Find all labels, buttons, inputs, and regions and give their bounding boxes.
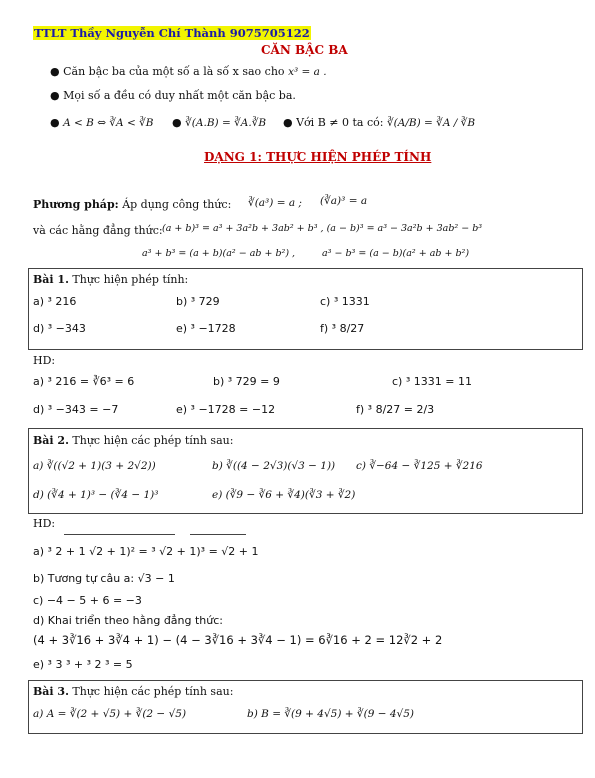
ex1-f: f) ³ 8/27 (320, 322, 365, 335)
radical-bar-2 (190, 534, 246, 535)
ex2-sol-a: a) ³ 2 + 1 √2 + 1)² = ³ √2 + 1)³ = √2 + 1 (33, 545, 259, 558)
author-header: TTLT Thầy Nguyễn Chí Thành 9075705122 (34, 26, 310, 40)
identity-2: a³ + b³ = (a + b)(a² − ab + b²) , (142, 248, 296, 259)
bullet-4: ● ∛(A.B) = ∛A.∛B (172, 116, 267, 129)
identity-3: a³ − b³ = (a − b)(a² + ab + b²) (322, 248, 470, 259)
ex1-sol-c: c) ³ 1331 = 11 (392, 375, 472, 388)
ex2-d: d) (∛4 + 1)³ − (∛4 − 1)³ (33, 489, 159, 501)
bullet-2: ● Mọi số a đều có duy nhất một căn bậc ba. (50, 89, 296, 102)
radical-bar-1 (64, 534, 175, 535)
ex1-sol-b: b) ³ 729 = 9 (213, 375, 280, 388)
ex2-hd-label: HD: (33, 517, 56, 530)
exercise-3-title: Bài 3. Thực hiện các phép tính sau: (33, 685, 234, 698)
formula-1: ∛(a³) = a ; (248, 197, 302, 209)
ex1-d: d) ³ −343 (33, 322, 86, 335)
ex1-c: c) ³ 1331 (320, 295, 370, 308)
bullet-1: ● Căn bậc ba của một số a là số x sao cho x³ = a . (50, 65, 327, 78)
ex2-sol-b: b) Tương tự câu a: √3 − 1 (33, 572, 175, 585)
ex2-a: a) ∛((√2 + 1)(3 + 2√2)) (33, 460, 156, 472)
method-line: Phương pháp: Áp dụng công thức: (33, 198, 232, 211)
ex2-sol-c: c) −4 − 5 + 6 = −3 (33, 594, 142, 607)
ex2-sol-d: d) Khai triển theo hằng đẳng thức: (33, 614, 224, 627)
ex1-sol-e: e) ³ −1728 = −12 (176, 403, 276, 416)
ex1-e: e) ³ −1728 (176, 322, 236, 335)
ex2-sol-e: e) ³ 3 ³ + ³ 2 ³ = 5 (33, 658, 133, 671)
bullet-3: ● A < B ⇔ ∛A < ∛B (50, 116, 154, 129)
ex1-sol-a: a) ³ 216 = ∛6³ = 6 (33, 375, 135, 388)
section-title: DẠNG 1: THỰC HIỆN PHÉP TÍNH (204, 150, 432, 164)
ex1-sol-f: f) ³ 8/27 = 2/3 (356, 403, 435, 416)
ex2-e: e) (∛9 − ∛6 + ∛4)(∛3 + ∛2) (212, 489, 356, 501)
ex2-sol-d-expansion: (4 + 3∛16 + 3∛4 + 1) − (4 − 3∛16 + 3∛4 − 1) = 6∛16 + 2 = 12∛2 + 2 (33, 633, 443, 647)
page-title: CĂN BẬC BA (261, 43, 348, 57)
ex1-b: b) ³ 729 (176, 295, 220, 308)
identities-label: và các hằng đẳng thức: (33, 224, 163, 237)
formula-2: (∛a)³ = a (320, 195, 368, 207)
ex1-a: a) ³ 216 (33, 295, 77, 308)
ex2-b: b) ∛((4 − 2√3)(√3 − 1)) (212, 460, 336, 472)
ex3-a: a) A = ∛(2 + √5) + ∛(2 − √5) (33, 708, 187, 720)
ex3-b: b) B = ∛(9 + 4√5) + ∛(9 − 4√5) (247, 708, 414, 720)
exercise-1-title: Bài 1. Thực hiện phép tính: (33, 273, 189, 286)
bullet-5: ● Với B ≠ 0 ta có: ∛(A/B) = ∛A / ∛B (283, 116, 476, 129)
ex2-c: c) ∛−64 − ∛125 + ∛216 (356, 460, 483, 472)
ex1-hd-label: HD: (33, 354, 56, 367)
identity-1: (a + b)³ = a³ + 3a²b + 3ab² + b³ , (a − b)³ = a³ − 3a²b + 3ab² − b³ (162, 223, 483, 234)
exercise-2-title: Bài 2. Thực hiện các phép tính sau: (33, 434, 234, 447)
ex1-sol-d: d) ³ −343 = −7 (33, 403, 119, 416)
